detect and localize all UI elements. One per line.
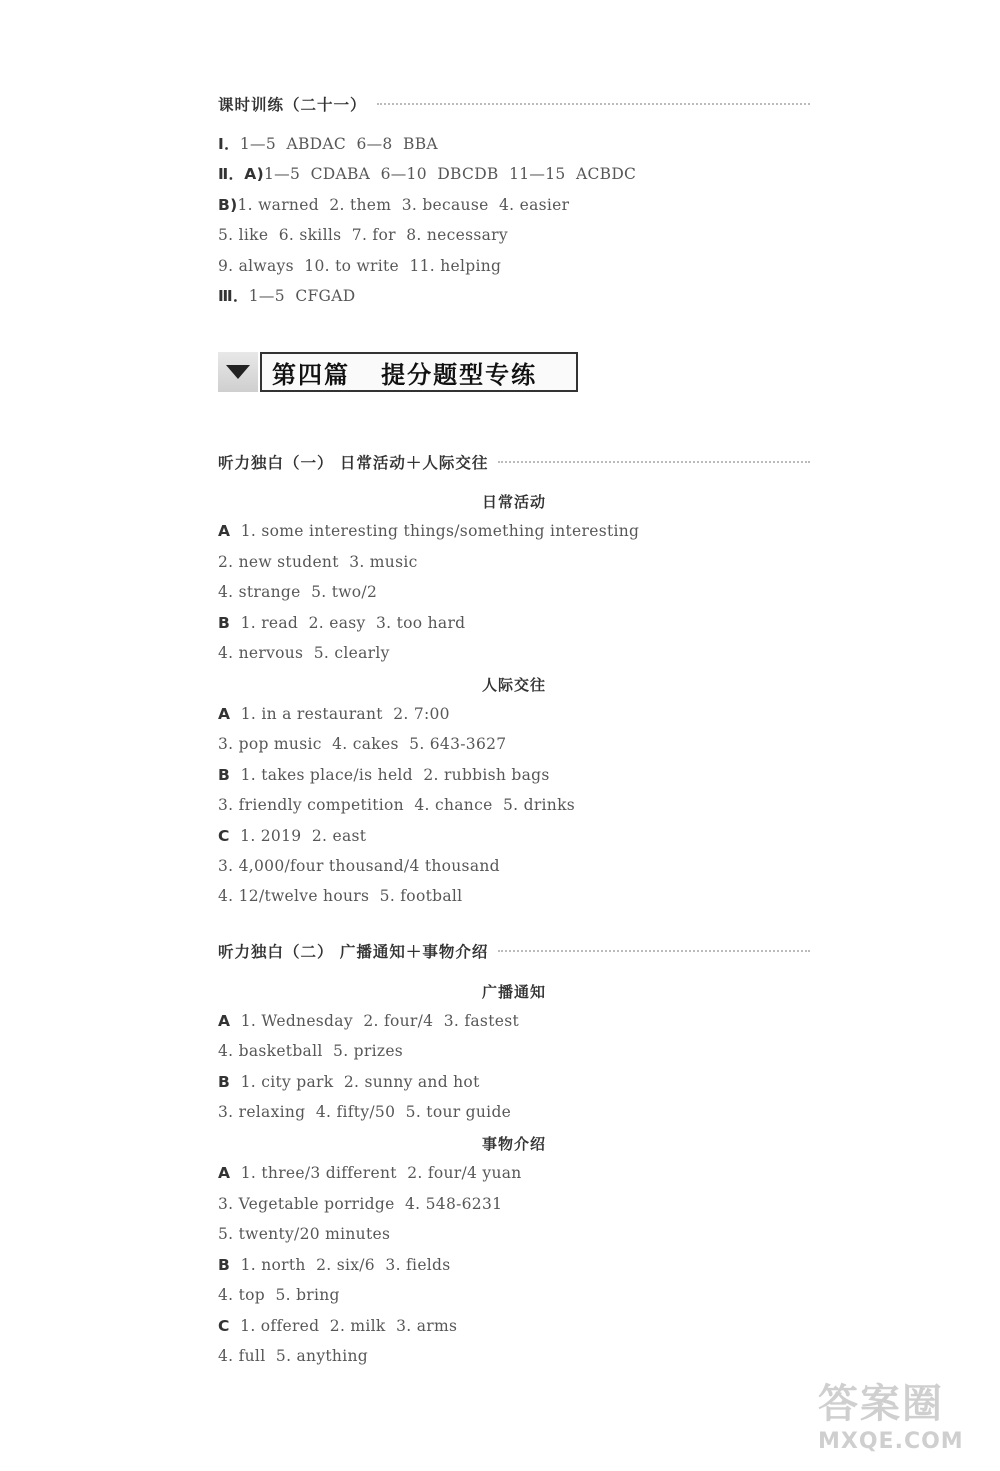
section-heading-listening-2 [218,940,810,962]
part-banner [218,352,578,392]
dotted-leader [498,950,810,952]
answer-line: 4. strange 5. two/2 [218,583,378,601]
answer-line: B 1. takes place/is held 2. rubbish bags [218,766,550,784]
dotted-leader [377,103,810,105]
answer-line: Ⅰ．1—5 ABDAC 6—8 BBA [218,135,438,153]
section-heading-lesson-21 [218,93,810,115]
answer-line: Ⅲ．1—5 CFGAD [218,287,356,305]
subheading: 日常活动 [481,493,546,511]
part-banner-title: 第四篇 提分题型专练 [260,352,578,392]
answer-line: Ⅱ．A)1—5 CDABA 6—10 DBCDB 11—15 ACBDC [218,165,637,183]
answer-line: C 1. 2019 2. east [218,827,367,845]
subheading: 事物介绍 [481,1135,546,1153]
section-heading-listening-1 [218,451,810,473]
triangle-down-icon [218,352,258,392]
answer-line: B 1. north 2. six/6 3. fields [218,1256,451,1274]
answer-line: 3. Vegetable porridge 4. 548-6231 [218,1195,503,1213]
answer-line: 5. like 6. skills 7. for 8. necessary [218,226,508,244]
section-heading-text: 听力独白（一） 日常活动＋人际交往 [218,454,489,472]
subheading: 广播通知 [481,983,546,1001]
answer-line: 5. twenty/20 minutes [218,1225,391,1243]
section-heading-text: 听力独白（二） 广播通知＋事物介绍 [218,943,489,961]
answer-line: B)1. warned 2. them 3. because 4. easier [218,196,570,214]
answer-line: B 1. read 2. easy 3. too hard [218,614,466,632]
answer-line: 4. basketball 5. prizes [218,1042,404,1060]
answer-line: A 1. Wednesday 2. four/4 3. fastest [218,1012,519,1030]
answer-line: C 1. offered 2. milk 3. arms [218,1317,458,1335]
answer-line: 9. always 10. to write 11. helping [218,257,502,275]
section-heading-text: 课时训练（二十一） [218,96,367,114]
answer-line: 3. 4,000/four thousand/4 thousand [218,857,500,875]
answer-line: A 1. some interesting things/something interesting [218,522,640,540]
answer-line: 3. pop music 4. cakes 5. 643-3627 [218,735,507,753]
answer-line: B 1. city park 2. sunny and hot [218,1073,480,1091]
watermark-logo-text: 答案圈 [818,1381,944,1427]
answer-line: 4. nervous 5. clearly [218,644,390,662]
subheading: 人际交往 [481,676,546,694]
answer-line: 3. friendly competition 4. chance 5. drinks [218,796,576,814]
dotted-leader [498,461,810,463]
answer-line: 3. relaxing 4. fifty/50 5. tour guide [218,1103,512,1121]
answer-line: A 1. in a restaurant 2. 7:00 [218,705,450,723]
site-watermark [818,1380,988,1464]
answer-line: 4. 12/twelve hours 5. football [218,887,463,905]
answer-line: A 1. three/3 different 2. four/4 yuan [218,1164,522,1182]
answer-line: 4. top 5. bring [218,1286,340,1304]
answer-line: 4. full 5. anything [218,1347,368,1365]
watermark-url: MXQE.COM [818,1429,964,1454]
answer-line: 2. new student 3. music [218,553,418,571]
